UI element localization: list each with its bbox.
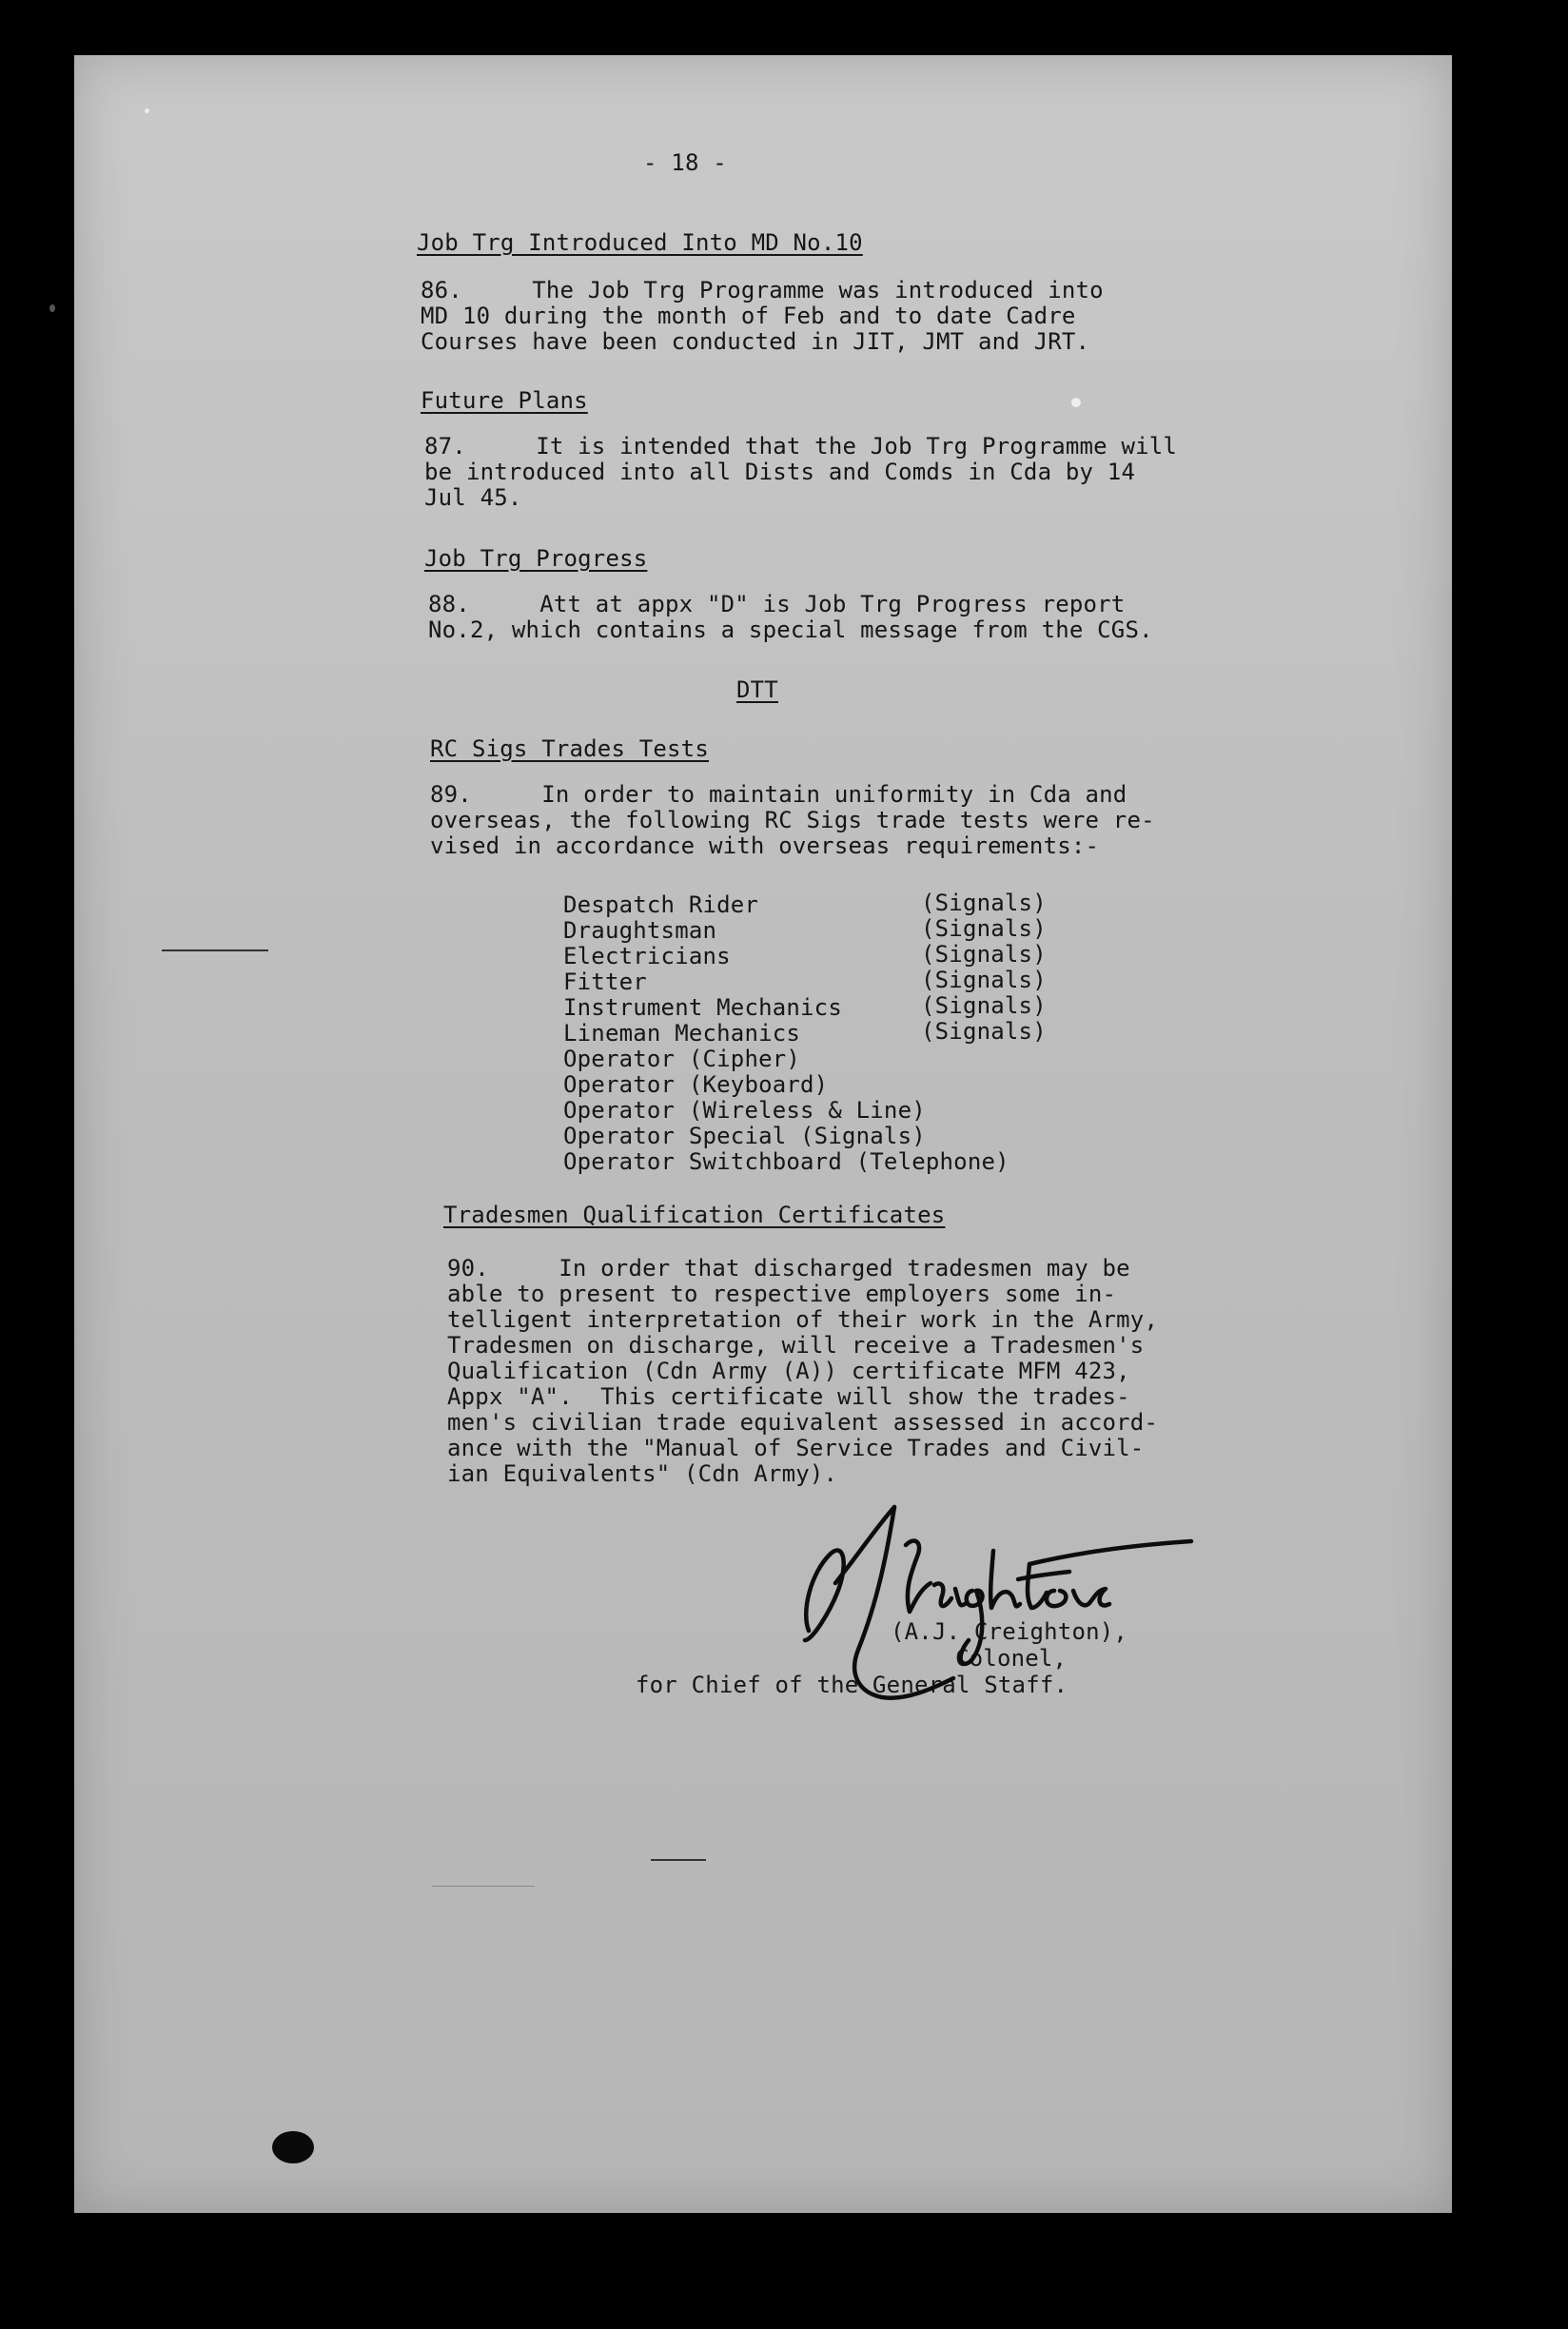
paragraph-88-line-2: No.2, which contains a special message from the CGS.: [428, 616, 1153, 643]
trade-item-name: Operator (Keyboard): [563, 1071, 829, 1098]
margin-mark: [162, 949, 268, 951]
paragraph-89-line-3: vised in accordance with overseas requirements:-: [430, 832, 1100, 859]
trade-item-qualifier: (Signals): [921, 915, 1047, 942]
paragraph-88-line-1: 88. Att at appx "D" is Job Trg Progress report: [428, 591, 1126, 617]
trade-item-name: Draughtsman: [563, 917, 717, 944]
trade-item-name: Electricians: [563, 943, 731, 969]
margin-mark: [651, 1859, 706, 1861]
paragraph-90-line-4: Tradesmen on discharge, will receive a Tradesmen's: [447, 1332, 1145, 1359]
trade-item-name: Instrument Mechanics: [563, 994, 842, 1021]
trade-item-name: Operator Special (Signals): [563, 1123, 926, 1149]
section-heading-rc-sigs-trades-tests: RC Sigs Trades Tests: [430, 735, 709, 762]
paragraph-89-line-1: 89. In order to maintain uniformity in Cda and: [430, 781, 1127, 808]
paragraph-90-line-2: able to present to respective employers some in-: [447, 1281, 1117, 1307]
center-heading-dtt: DTT: [736, 676, 778, 703]
paragraph-90-line-1: 90. In order that discharged tradesmen may be: [447, 1255, 1130, 1282]
trade-item-qualifier: (Signals): [921, 890, 1047, 916]
trade-item-qualifier: (Signals): [921, 941, 1047, 968]
punch-hole: [272, 2131, 314, 2163]
paragraph-90-line-8: ance with the "Manual of Service Trades and Civil-: [447, 1435, 1145, 1461]
paragraph-86-line-2: MD 10 during the month of Feb and to date Cadre: [421, 303, 1076, 329]
trade-item-name: Operator Switchboard (Telephone): [563, 1148, 1009, 1175]
paragraph-89-line-2: overseas, the following RC Sigs trade tests were re-: [430, 807, 1155, 833]
handwritten-signature: [792, 1497, 1248, 1716]
margin-mark: [432, 1886, 535, 1887]
paragraph-86-line-1: 86. The Job Trg Programme was introduced into: [421, 277, 1104, 303]
paragraph-90-line-9: ian Equivalents" (Cdn Army).: [447, 1460, 838, 1487]
section-heading-job-trg-md10: Job Trg Introduced Into MD No.10: [417, 229, 863, 256]
paragraph-90-line-5: Qualification (Cdn Army (A)) certificate MFM 423,: [447, 1358, 1130, 1384]
section-heading-job-trg-progress: Job Trg Progress: [424, 545, 648, 572]
paragraph-90-line-6: Appx "A". This certificate will show the trades-: [447, 1383, 1130, 1410]
trade-item-qualifier: (Signals): [921, 967, 1047, 993]
trade-item-name: Operator (Wireless & Line): [563, 1097, 926, 1124]
trade-item-name: Fitter: [563, 969, 647, 995]
signatory-rank: Colonel,: [955, 1645, 1068, 1672]
paragraph-90-line-7: men's civilian trade equivalent assessed in accord-: [447, 1409, 1159, 1436]
signatory-for-line: for Chief of the General Staff.: [636, 1672, 1068, 1698]
paragraph-86-line-3: Courses have been conducted in JIT, JMT and JRT.: [421, 328, 1090, 355]
trade-item-qualifier: (Signals): [921, 1018, 1047, 1045]
page-number: - 18 -: [643, 149, 727, 176]
scan-speck: [145, 108, 149, 113]
paragraph-90-line-3: telligent interpretation of their work in the Army,: [447, 1306, 1159, 1333]
trade-item-qualifier: (Signals): [921, 992, 1047, 1019]
section-heading-future-plans: Future Plans: [421, 387, 588, 414]
section-heading-tradesmen-qualification-certificates: Tradesmen Qualification Certificates: [443, 1202, 946, 1228]
scan-speck: [49, 304, 55, 312]
signatory-name: (A.J. Creighton),: [891, 1618, 1128, 1645]
paragraph-87-line-1: 87. It is intended that the Job Trg Programme will: [424, 433, 1178, 460]
scan-speck: [1071, 398, 1081, 407]
trade-item-name: Operator (Cipher): [563, 1046, 801, 1072]
paragraph-87-line-3: Jul 45.: [424, 484, 522, 511]
trade-item-name: Despatch Rider: [563, 891, 759, 918]
trade-item-name: Lineman Mechanics: [563, 1020, 801, 1047]
paragraph-87-line-2: be introduced into all Dists and Comds in Cda by 14: [424, 459, 1136, 485]
